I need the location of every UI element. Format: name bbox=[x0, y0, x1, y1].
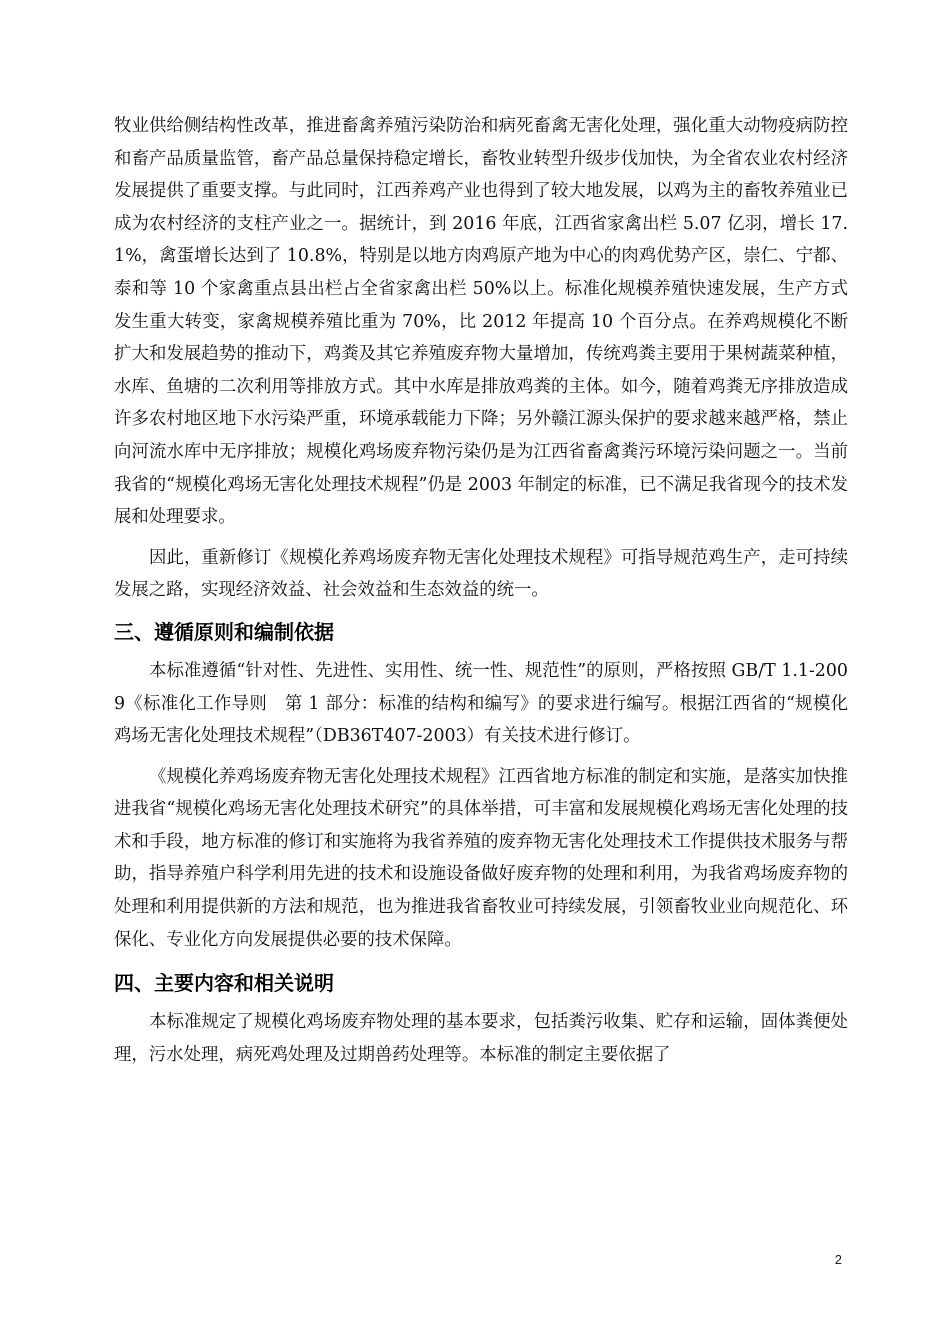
page-number: 2 bbox=[834, 1252, 842, 1267]
body-paragraph: 本标准遵循“针对性、先进性、实用性、统一性、规范性”的原则，严格按照 GB/T 1.1-2009《标准化工作导则 第 1 部分：标准的结构和编写》的要求进行编写。根据江西省的“规模化鸡场无害化处理技术规程”（DB36T407-2003）有关技术进行修订。 bbox=[114, 660, 848, 747]
body-paragraph: 本标准规定了规模化鸡场废弃物处理的基本要求，包括粪污收集、贮存和运输，固体粪便处理，污水处理，病死鸡处理及过期兽药处理等。本标准的制定主要依据了 bbox=[114, 1012, 848, 1065]
section-heading: 三、遵循原则和编制依据 bbox=[114, 619, 334, 644]
page-content bbox=[114, 110, 848, 1071]
body-paragraph: 《规模化养鸡场废弃物无害化处理技术规程》江西省地方标准的制定和实施，是落实加快推进我省“规模化鸡场无害化处理技术研究”的具体举措，可丰富和发展规模化鸡场无害化处理的技术和手段，地方标准的修订和实施将为我省养殖的废弃物无害化处理技术工作提供技术服务与帮助，指导养殖户科学利用先进的技术和设施设备做好废弃物的处理和利用，为我省鸡场废弃物的处理和利用提供新的方法和规范，也为推进我省畜牧业可持续发展，引领畜牧业业向规范化、环保化、专业化方向发展提供必要的技术保障。 bbox=[114, 766, 848, 950]
section-heading: 四、主要内容和相关说明 bbox=[114, 971, 334, 996]
body-paragraph: 牧业供给侧结构性改革，推进畜禽养殖污染防治和病死畜禽无害化处理，强化重大动物疫病防控和畜产品质量监管，畜产品总量保持稳定增长，畜牧业转型升级步伐加快，为全省农业农村经济发展提供了重要支撑。与此同时，江西养鸡产业也得到了较大地发展，以鸡为主的畜牧养殖业已成为农村经济的支柱产业之一。据统计，到 2016 年底，江西省家禽出栏 5.07 亿羽，增长 17.1%，禽蛋增长达到了 10.8%，特别是以地方肉鸡原产地为中心的肉鸡优势产区，崇仁、宁都、泰和等 10 个家禽重点县出栏占全省家禽出栏 50%以上。标准化规模养殖快速发展，生产方式发生重大转变，家禽规模养殖比重为 70%，比 2012 年提高 10 个百分点。在养鸡规模化不断扩大和发展趋势的推动下，鸡粪及其它养殖废弃物大量增加，传统鸡粪主要用于果树蔬菜种植，水库、鱼塘的二次利用等排放方式。其中水库是排放鸡粪的主体。如今，随着鸡粪无序排放造成许多农村地区地下水污染严重，环境承载能力下降；另外赣江源头保护的要求越来越严格，禁止向河流水库中无序排放；规模化鸡场废弃物污染仍是为江西省畜禽粪污环境污染问题之一。当前我省的“规模化鸡场无害化处理技术规程”仍是 2003 年制定的标准，已不满足我省现今的技术发展和处理要求。 bbox=[114, 116, 848, 528]
body-paragraph: 因此，重新修订《规模化养鸡场废弃物无害化处理技术规程》可指导规范鸡生产，走可持续发展之路，实现经济效益、社会效益和生态效益的统一。 bbox=[114, 547, 848, 601]
